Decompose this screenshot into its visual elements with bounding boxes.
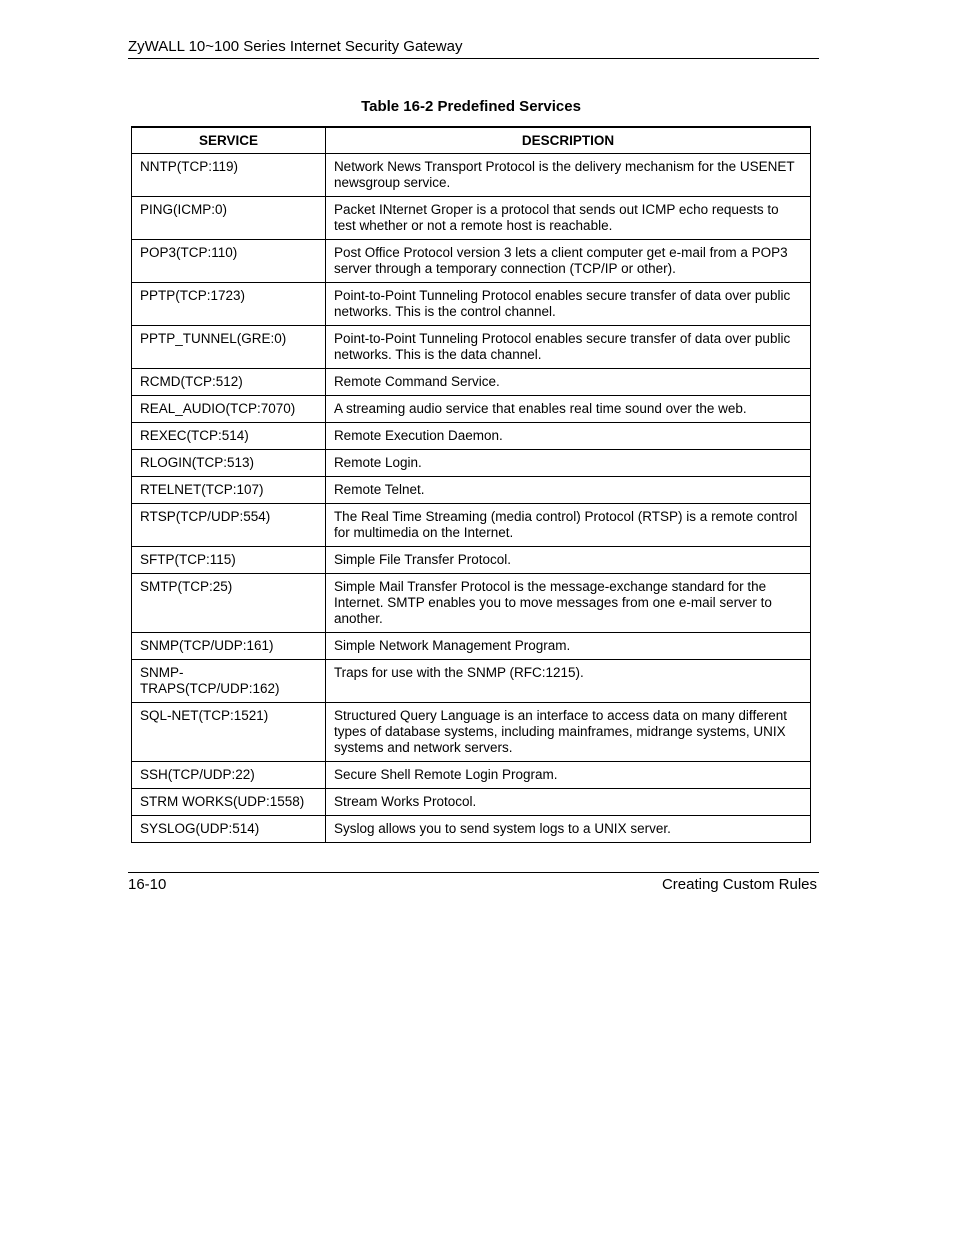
description-cell: Remote Login. [325, 450, 810, 477]
table-row [132, 574, 811, 633]
table-row [132, 240, 811, 283]
description-cell: Post Office Protocol version 3 lets a client computer get e-mail from a POP3 server through a temporary connection (TCP/IP or other). [325, 240, 810, 283]
table-row [132, 477, 811, 504]
service-cell: NNTP(TCP:119) [132, 154, 326, 197]
service-cell: SNMP-TRAPS(TCP/UDP:162) [132, 660, 326, 703]
table-row [132, 369, 811, 396]
service-cell: PING(ICMP:0) [132, 197, 326, 240]
table-row [132, 154, 811, 197]
description-cell: Network News Transport Protocol is the delivery mechanism for the USENET newsgroup service. [325, 154, 810, 197]
service-cell: SQL-NET(TCP:1521) [132, 703, 326, 762]
service-cell: RTSP(TCP/UDP:554) [132, 504, 326, 547]
table-row [132, 660, 811, 703]
description-cell: Traps for use with the SNMP (RFC:1215). [325, 660, 810, 703]
table-body [132, 154, 811, 843]
table-caption: Table 16-2 Predefined Services [361, 98, 581, 115]
description-cell: A streaming audio service that enables real time sound over the web. [325, 396, 810, 423]
service-cell: PPTP(TCP:1723) [132, 283, 326, 326]
table-row [132, 816, 811, 843]
description-cell: Remote Execution Daemon. [325, 423, 810, 450]
service-cell: PPTP_TUNNEL(GRE:0) [132, 326, 326, 369]
description-cell: Point-to-Point Tunneling Protocol enables secure transfer of data over public networks. This is the data channel. [325, 326, 810, 369]
table-row [132, 423, 811, 450]
table-header-row [132, 127, 811, 154]
service-cell: SMTP(TCP:25) [132, 574, 326, 633]
service-cell: SNMP(TCP/UDP:161) [132, 633, 326, 660]
description-cell: Simple Network Management Program. [325, 633, 810, 660]
table-row [132, 789, 811, 816]
description-cell: Stream Works Protocol. [325, 789, 810, 816]
description-cell: Structured Query Language is an interface to access data on many different types of database systems, including mainframes, midrange systems, UNIX systems and network servers. [325, 703, 810, 762]
column-header-description: DESCRIPTION [325, 127, 810, 154]
service-cell: RTELNET(TCP:107) [132, 477, 326, 504]
description-cell: Remote Command Service. [325, 369, 810, 396]
page-number: 16-10 [128, 876, 167, 893]
service-cell: SSH(TCP/UDP:22) [132, 762, 326, 789]
column-header-service: SERVICE [132, 127, 326, 154]
page-header [128, 37, 819, 59]
description-cell: Secure Shell Remote Login Program. [325, 762, 810, 789]
table-row [132, 283, 811, 326]
description-cell: Simple File Transfer Protocol. [325, 547, 810, 574]
table-row [132, 326, 811, 369]
header-title: ZyWALL 10~100 Series Internet Security Gateway [128, 38, 463, 55]
section-title: Creating Custom Rules [661, 876, 817, 893]
table-row [132, 703, 811, 762]
service-cell: RCMD(TCP:512) [132, 369, 326, 396]
description-cell: Packet INternet Groper is a protocol that sends out ICMP echo requests to test whether or not a remote host is reachable. [325, 197, 810, 240]
description-cell: The Real Time Streaming (media control) Protocol (RTSP) is a remote control for multimedia on the Internet. [325, 504, 810, 547]
service-cell: SFTP(TCP:115) [132, 547, 326, 574]
description-cell: Simple Mail Transfer Protocol is the message-exchange standard for the Internet. SMTP enables you to move messages from one e-mail server to another. [325, 574, 810, 633]
description-cell: Remote Telnet. [325, 477, 810, 504]
service-cell: REXEC(TCP:514) [132, 423, 326, 450]
page-footer [128, 872, 819, 893]
table-row [132, 396, 811, 423]
predefined-services-table [131, 126, 811, 843]
service-cell: SYSLOG(UDP:514) [132, 816, 326, 843]
table-row [132, 547, 811, 574]
service-cell: REAL_AUDIO(TCP:7070) [132, 396, 326, 423]
table-row [132, 633, 811, 660]
description-cell: Point-to-Point Tunneling Protocol enables secure transfer of data over public networks. This is the control channel. [325, 283, 810, 326]
table-row [132, 762, 811, 789]
description-cell: Syslog allows you to send system logs to a UNIX server. [325, 816, 810, 843]
service-cell: RLOGIN(TCP:513) [132, 450, 326, 477]
table-row [132, 504, 811, 547]
table-row [132, 197, 811, 240]
table-row [132, 450, 811, 477]
service-cell: STRM WORKS(UDP:1558) [132, 789, 326, 816]
service-cell: POP3(TCP:110) [132, 240, 326, 283]
